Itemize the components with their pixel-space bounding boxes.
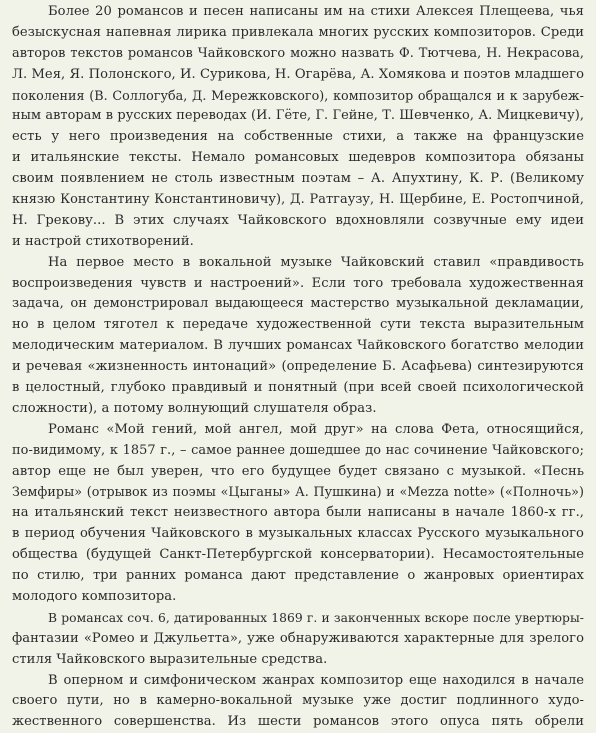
text-line: сложности), а потому волнующий слушателя образ.	[12, 399, 584, 420]
text-line: и настрой стихотворений.	[12, 232, 584, 253]
text-line: жественного совершенства. Из шести романсов этого опуса пять обрели	[12, 712, 584, 733]
text-line: по-видимому, к 1857 г., – самое раннее дошедшее до нас сочинение Чайковского;	[12, 441, 584, 462]
text-line: задача, он демонстрировал выдающееся мастерство музыкальной декламации,	[12, 294, 584, 315]
text-line: молодого композитора.	[12, 587, 584, 608]
text-line: общества (будущей Санкт-Петербургской консерватории). Несамостоятельные	[12, 545, 584, 566]
paragraph-1	[12, 2, 584, 253]
text-line: и итальянские тексты. Немало романсовых шедевров композитора обязаны	[12, 148, 584, 169]
text-line: авторов текстов романсов Чайковского можно назвать Ф. Тютчева, Н. Некрасова,	[12, 44, 584, 65]
text-line: в период обучения Чайковского в музыкальных классах Русского музыкального	[12, 524, 584, 545]
text-line: В оперном и симфоническом жанрах композитор еще находился в начале	[12, 671, 584, 692]
text-line: Земфиры» (отрывок из поэмы «Цыганы» А. Пушкина) и «Mezza notte» («Полночь»)	[12, 482, 584, 503]
text-line: есть у него произведения на собственные стихи, а также на французские	[12, 127, 584, 148]
text-line: Н. Грекову... В этих случаях Чайковского вдохновляли созвучные ему идеи	[12, 211, 584, 232]
text-line: в целостный, глубоко правдивый и понятный (при всей своей психологической	[12, 378, 584, 399]
text-line: стиля Чайковского выразительные средства.	[12, 650, 584, 671]
text-line: князю Константину Константиновичу), Д. Ратгаузу, Н. Щербине, Е. Ростопчиной,	[12, 190, 584, 211]
paragraph-4	[12, 608, 584, 671]
text-line: ным авторам в русских переводах (И. Гёте, Г. Гейне, Т. Шевченко, А. Мицкевичу),	[12, 106, 584, 127]
text-line: но в целом тяготел к передаче художественной сути текста выразительным	[12, 315, 584, 336]
paragraph-3	[12, 420, 584, 608]
text-line: своего пути, но в камерно-вокальной музыке уже достиг подлинного худо-	[12, 691, 584, 712]
text-line: Л. Мея, Я. Полонского, И. Сурикова, Н. Огарёва, А. Хомякова и поэтов младшего	[12, 65, 584, 86]
paragraph-2	[12, 253, 584, 420]
text-line: Более 20 романсов и песен написаны им на стихи Алексея Плещеева, чья	[12, 2, 584, 23]
paragraph-5	[12, 671, 584, 733]
text-line: своим появлением не столь известным поэтам – А. Апухтину, К. Р. (Великому	[12, 169, 584, 190]
text-line: безыскусная напевная лирика привлекала многих русских композиторов. Среди	[12, 23, 584, 44]
text-line: по стилю, три ранних романса дают представление о жанровых ориентирах	[12, 566, 584, 587]
text-line: фантазии «Ромео и Джульетта», уже обнаруживаются характерные для зрелого	[12, 629, 584, 650]
text-line: на итальянский текст неизвестного автора были написаны в начале 1860-х гг.,	[12, 503, 584, 524]
text-line: На первое место в вокальной музыке Чайковский ставил «правдивость	[12, 253, 584, 274]
text-line: В романсах соч. 6, датированных 1869 г. и законченных вскоре после увертюры-	[12, 608, 584, 629]
text-line: воспроизведения чувств и настроений». Если того требовала художественная	[12, 274, 584, 295]
text-line: Романс «Мой гений, мой ангел, мой друг» на слова Фета, относящийся,	[12, 420, 584, 441]
text-line: автор еще не был уверен, что его будущее будет связано с музыкой. «Песнь	[12, 462, 584, 483]
text-line: мелодическим материалом. В лучших романсах Чайковского богатство мелодии	[12, 336, 584, 357]
text-line: и речевая «жизненность интонаций» (определение Б. Асафьева) синтезируются	[12, 357, 584, 378]
text-line: поколения (В. Соллогуба, Д. Мережковского), композитор обращался и к зарубеж-	[12, 86, 584, 107]
